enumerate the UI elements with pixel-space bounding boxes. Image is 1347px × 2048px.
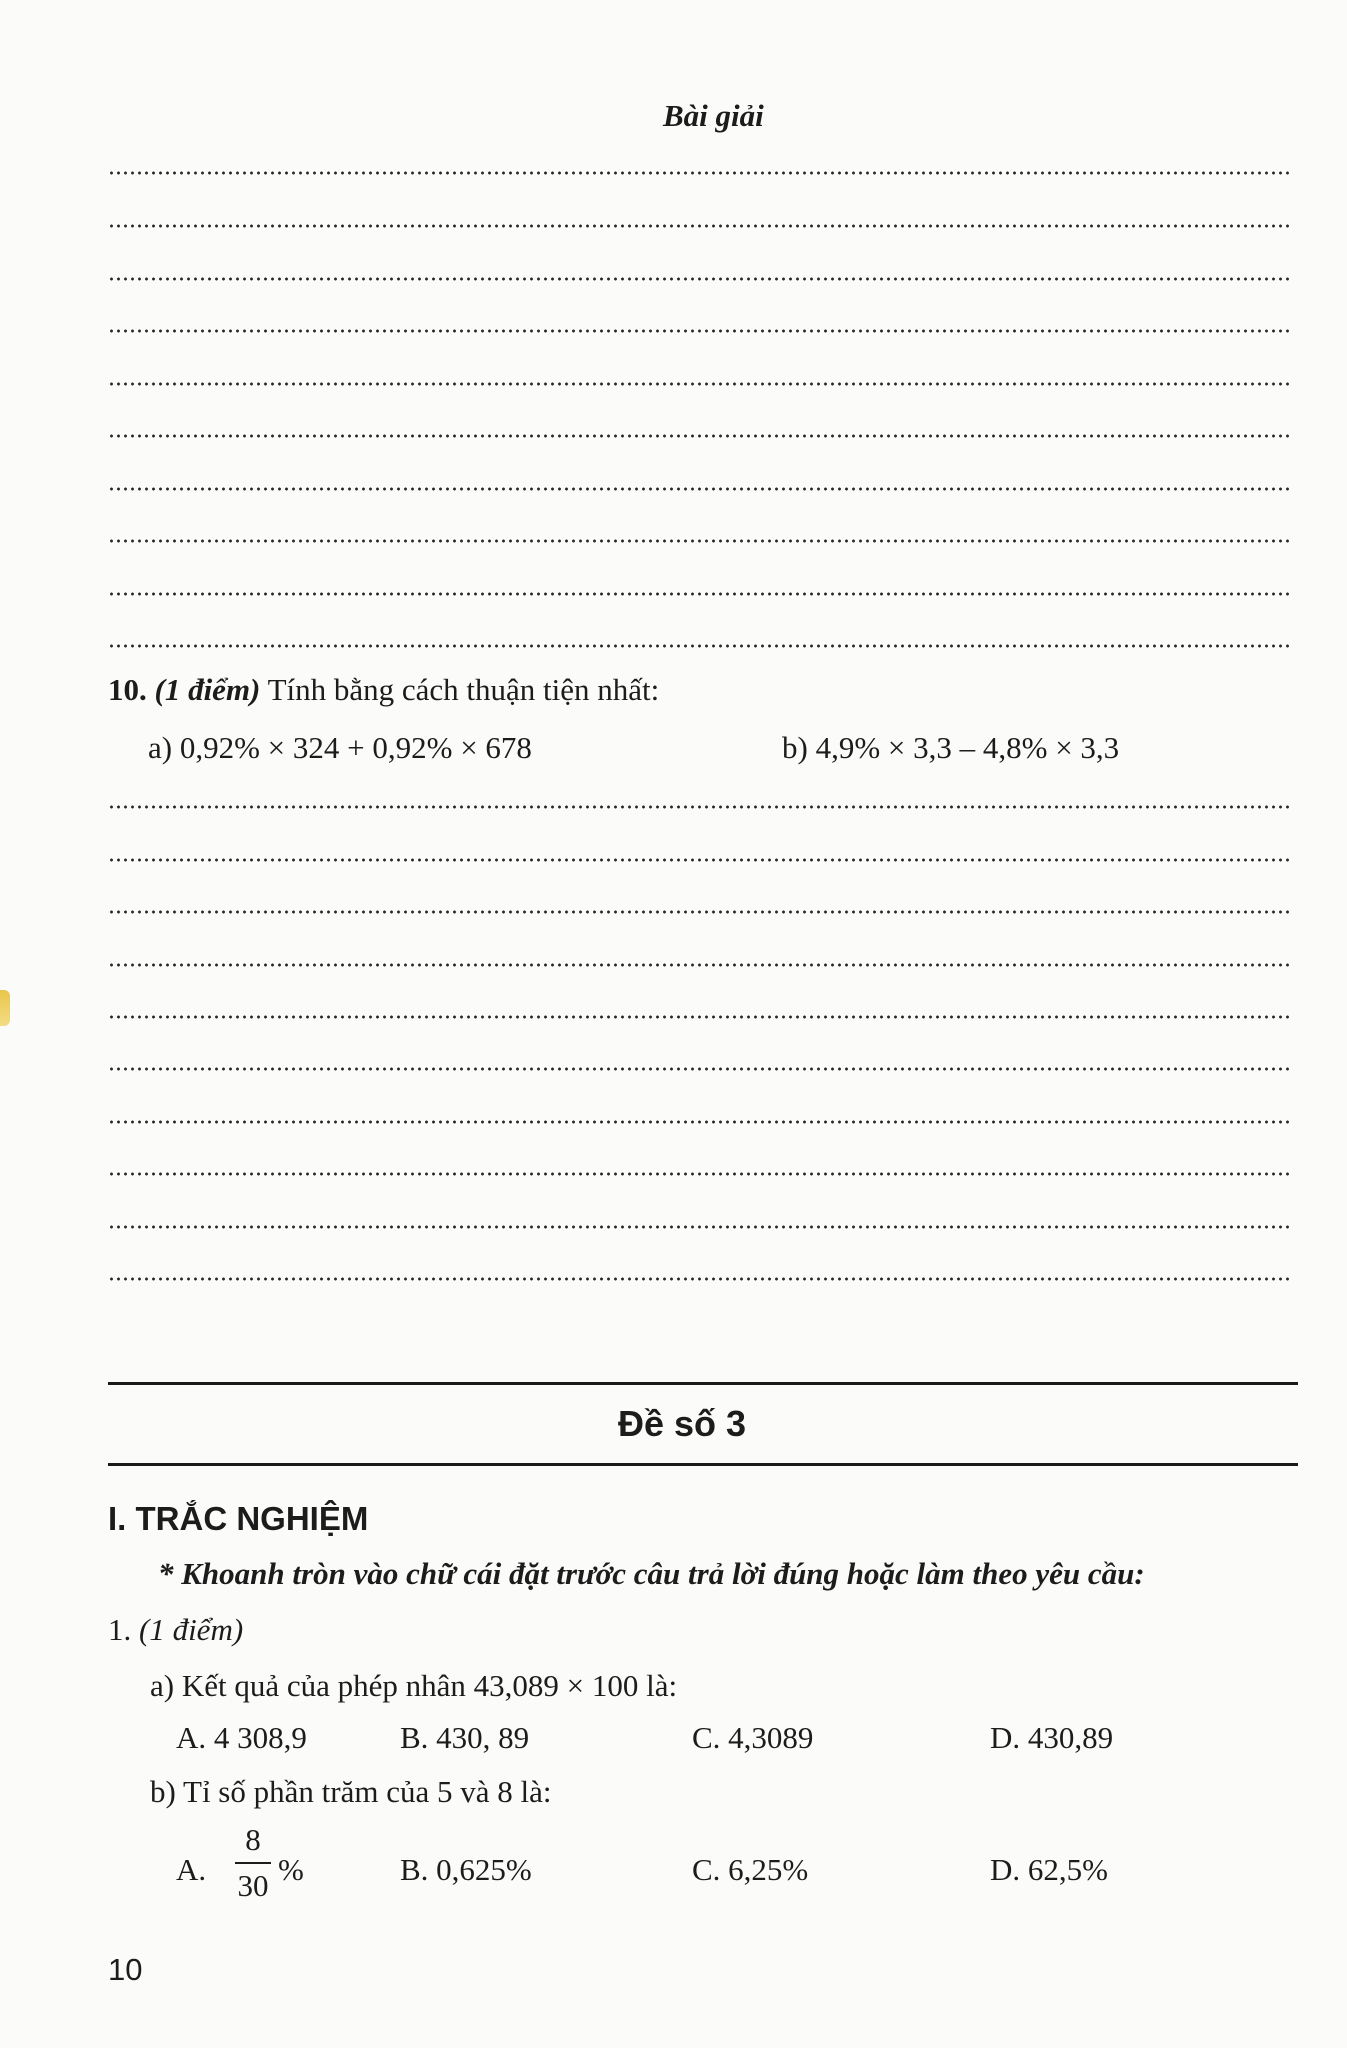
option-1b-A-unit: %	[278, 1852, 304, 1887]
answer-line[interactable]	[108, 804, 1290, 810]
question-1b: b) Tỉ số phần trăm của 5 và 8 là:	[150, 1774, 552, 1809]
answer-line[interactable]	[108, 170, 1290, 176]
section-heading: I. TRẮC NGHIỆM	[108, 1500, 369, 1537]
answer-line[interactable]	[108, 1276, 1290, 1282]
instruction: * Khoanh tròn vào chữ cái đặt trước câu trả lời đúng hoặc làm theo yêu cầu:	[158, 1556, 1145, 1591]
answer-line[interactable]	[108, 962, 1290, 968]
title-rule-bottom	[108, 1463, 1298, 1466]
question-10-number: 10.	[108, 672, 147, 707]
answer-line[interactable]	[108, 857, 1290, 863]
answer-line[interactable]	[108, 223, 1290, 229]
question-10-part-a: a) 0,92% × 324 + 0,92% × 678	[148, 730, 532, 765]
answer-line[interactable]	[108, 381, 1290, 387]
fraction-denominator: 30	[237, 1868, 269, 1903]
question-1-points: (1 điểm)	[139, 1612, 244, 1647]
fraction-numerator: 8	[245, 1822, 261, 1857]
option-1b-B[interactable]: B. 0,625%	[400, 1852, 532, 1887]
question-10-prompt: Tính bằng cách thuận tiện nhất:	[267, 672, 660, 707]
answer-line[interactable]	[108, 433, 1290, 439]
answer-line[interactable]	[108, 1171, 1290, 1177]
option-1b-A-label: A.	[176, 1852, 207, 1887]
option-1a-A[interactable]: A. 4 308,9	[176, 1720, 307, 1755]
fraction-bar	[235, 1862, 271, 1864]
page-edge-tab	[0, 990, 10, 1026]
question-10-points: (1 điểm)	[154, 672, 261, 707]
question-10-part-b: b) 4,9% × 3,3 – 4,8% × 3,3	[782, 730, 1120, 765]
question-10	[108, 672, 659, 708]
answer-line[interactable]	[108, 276, 1290, 282]
question-1a: a) Kết quả của phép nhân 43,089 × 100 là:	[150, 1668, 678, 1703]
option-1b-D[interactable]: D. 62,5%	[990, 1852, 1108, 1887]
answer-line[interactable]	[108, 1014, 1290, 1020]
question-1-number: 1.	[108, 1612, 132, 1647]
title-rule-top	[108, 1382, 1298, 1385]
answer-line[interactable]	[108, 909, 1290, 915]
answer-line[interactable]	[108, 486, 1290, 492]
option-1a-B[interactable]: B. 430, 89	[400, 1720, 530, 1755]
answer-line[interactable]	[108, 328, 1290, 334]
option-1a-C[interactable]: C. 4,3089	[692, 1720, 814, 1755]
page-number: 10	[108, 1952, 143, 1987]
answer-line[interactable]	[108, 1066, 1290, 1072]
solution-heading: Bài giải	[663, 98, 764, 133]
answer-line[interactable]	[108, 538, 1290, 544]
fraction	[228, 1822, 278, 1904]
answer-line[interactable]	[108, 591, 1290, 597]
answer-line[interactable]	[108, 1119, 1290, 1125]
answer-line[interactable]	[108, 1224, 1290, 1230]
option-1a-D[interactable]: D. 430,89	[990, 1720, 1114, 1755]
option-1b-C[interactable]: C. 6,25%	[692, 1852, 809, 1887]
question-1	[108, 1612, 243, 1648]
exam-title: Đề số 3	[618, 1403, 747, 1444]
answer-line[interactable]	[108, 643, 1290, 649]
